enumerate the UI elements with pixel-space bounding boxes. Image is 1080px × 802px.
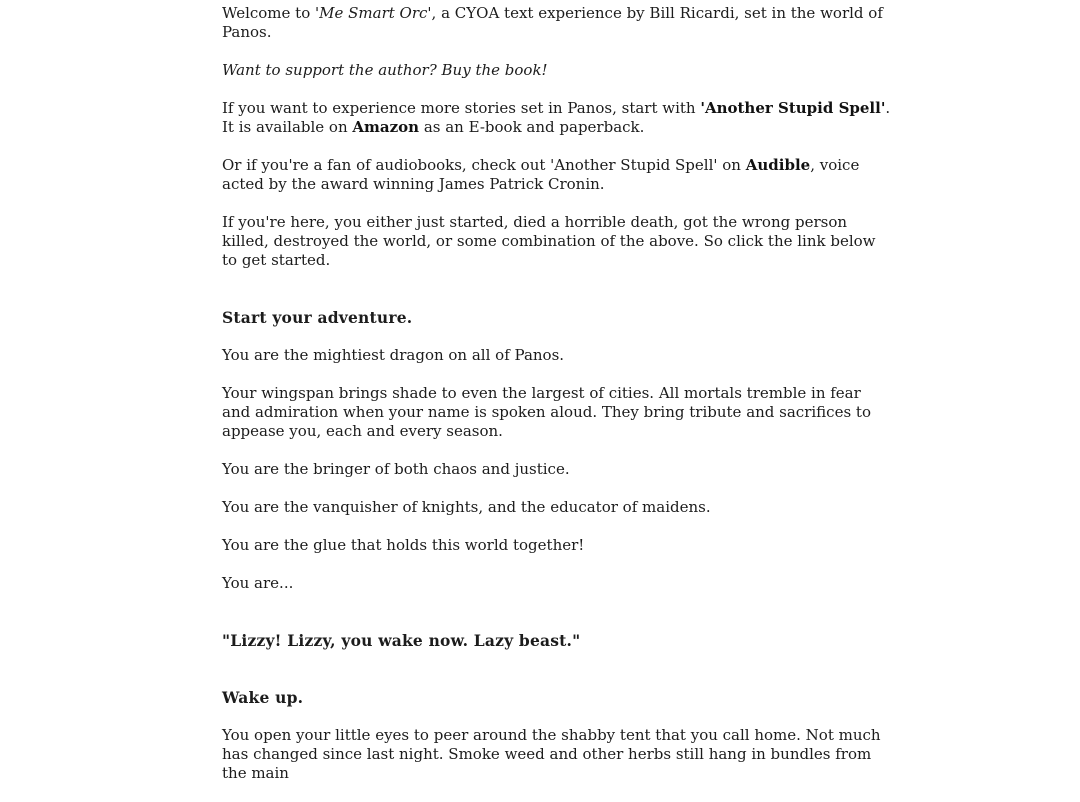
audio-paragraph xyxy=(222,156,892,194)
lizzy-heading: "Lizzy! Lizzy, you wake now. Lazy beast." xyxy=(222,631,581,650)
welcome-paragraph xyxy=(222,4,892,42)
dragon-paragraph-3: You are the bringer of both chaos and justice. xyxy=(222,460,570,478)
stories-mid: . It is available on xyxy=(222,99,891,136)
dragon-paragraph-1: You are the mightiest dragon on all of Panos. xyxy=(222,346,565,364)
dragon-paragraph-5: You are the glue that holds this world together! xyxy=(222,536,585,554)
dragon-paragraph-2: Your wingspan brings shade to even the largest of cities. All mortals tremble in fear and admiration when your name is spoken aloud. They bring tribute and sacrifices to appease you, each and every season. xyxy=(222,384,871,440)
stories-suffix: as an E-book and paperback. xyxy=(419,118,645,136)
support-paragraph xyxy=(222,61,892,80)
stories-prefix: If you want to experience more stories set in Panos, start with xyxy=(222,99,701,117)
audio-suffix: , voice acted by the award winning James Patrick Cronin. xyxy=(222,156,860,193)
story-passage xyxy=(222,4,892,802)
welcome-prefix: Welcome to xyxy=(222,4,315,22)
book-title: 'Another Stupid Spell' xyxy=(700,99,886,117)
audible-label: Audible xyxy=(745,156,811,174)
support-text: Want to support the author? Buy the book! xyxy=(222,61,548,79)
here-paragraph: If you're here, you either just started, died a horrible death, got the wrong person killed, destroyed the world, or some combination of the above. So click the link below to get started. xyxy=(222,213,876,269)
welcome-suffix: , a CYOA text experience by Bill Ricardi, set in the world of Panos. xyxy=(222,4,883,41)
game-title: 'Me Smart Orc' xyxy=(315,4,432,22)
stories-paragraph xyxy=(222,99,892,137)
tent-paragraph: You open your little eyes to peer around the shabby tent that you call home. Not much has changed since last night. Smoke weed and other herbs still hang in bundles from the main xyxy=(222,726,881,782)
dragon-paragraph-4: You are the vanquisher of knights, and the educator of maidens. xyxy=(222,498,711,516)
start-adventure-link[interactable]: Start your adventure. xyxy=(222,308,413,327)
wake-up-heading: Wake up. xyxy=(222,688,304,707)
dragon-paragraph-6: You are... xyxy=(222,574,294,592)
audio-prefix: Or if you're a fan of audiobooks, check out 'Another Stupid Spell' on xyxy=(222,156,746,174)
amazon-label: Amazon xyxy=(352,118,420,136)
